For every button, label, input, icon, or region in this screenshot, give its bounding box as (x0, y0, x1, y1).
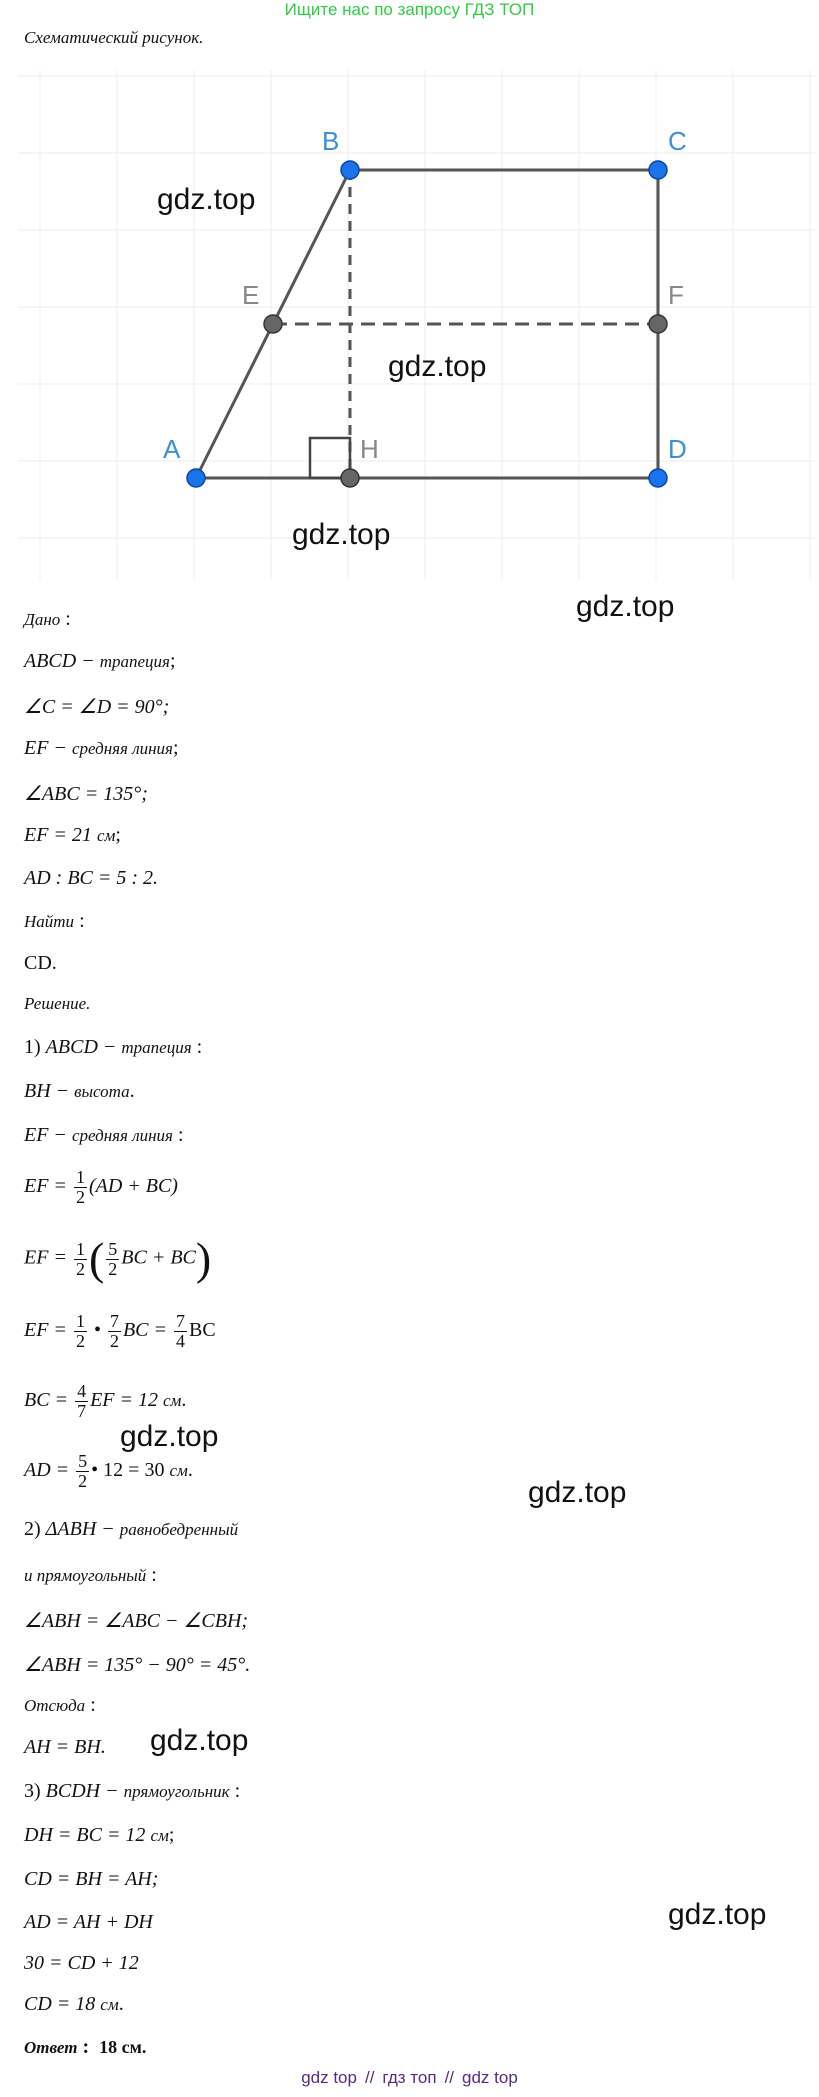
figure-caption: Схематический рисунок. (24, 28, 204, 47)
given-line-1: ABCD − трапеция; (24, 650, 176, 672)
solution-step-3: 3) BCDH − прямоугольник : (24, 1780, 241, 1802)
formula-3: EF = $\frac{1}{2}$ • $\frac{7}{2}$ BC = $\frac{7}{4}$ BC (24, 1311, 216, 1351)
footer-link[interactable]: gdz top (462, 2068, 518, 2087)
label-c: C (668, 126, 687, 156)
answer: Ответ : 18 см. (24, 2036, 147, 2058)
given-line-2: ∠C = ∠D = 90°; (24, 696, 170, 718)
solution-heading: Решение. (24, 994, 91, 1013)
point-c (649, 161, 667, 179)
watermark: gdz.top (157, 183, 256, 216)
given-line-4: ∠ABC = 135°; (24, 783, 148, 805)
formula-4: BC = $\frac{4}{7}$ EF = 12 см. (24, 1381, 187, 1421)
solution-dh: DH = BC = 12 см; (24, 1824, 175, 1846)
hence-heading: Отсюда : (24, 1694, 96, 1716)
label-h: H (360, 434, 379, 464)
watermark: gdz.top (120, 1420, 219, 1453)
formula-5: AD = $\frac{5}{2}$ • 12 = 30 см. (24, 1451, 193, 1491)
given-heading: Дано : (24, 608, 71, 630)
footer-links: gdz top // гдз топ // gdz top (301, 2068, 518, 2087)
point-e (264, 315, 282, 333)
point-f (649, 315, 667, 333)
find-value: CD. (24, 952, 57, 974)
solution-midline: EF − средняя линия : (24, 1124, 184, 1146)
given-line-5: EF = 21 см; (24, 824, 121, 846)
solution-step-1: 1) ABCD − трапеция : (24, 1036, 203, 1058)
solution-angle-1: ∠ABH = ∠ABC − ∠CBH; (24, 1610, 249, 1632)
point-h (341, 469, 359, 487)
label-d: D (668, 434, 687, 464)
formula-2: EF = $\frac{1}{2}$ ( $\frac{5}{2}$ BC + BC) (24, 1233, 212, 1284)
solution-step-2-cont: и прямоугольный : (24, 1564, 157, 1586)
point-b (341, 161, 359, 179)
label-a: A (163, 434, 181, 464)
trapezoid-figure (0, 60, 819, 590)
label-f: F (668, 280, 684, 310)
solution-angle-2: ∠ABH = 135° − 90° = 45°. (24, 1654, 251, 1676)
solution-cd-bh: CD = BH = AH; (24, 1868, 159, 1890)
watermark: gdz.top (528, 1476, 627, 1509)
given-line-3: EF − средняя линия; (24, 737, 179, 759)
solution-ah-bh: AH = BH. (24, 1736, 106, 1758)
label-e: E (242, 280, 260, 310)
watermark: gdz.top (150, 1724, 249, 1757)
footer-link[interactable]: gdz top (301, 2068, 357, 2087)
solution-height: BH − высота. (24, 1080, 135, 1102)
footer-link[interactable]: гдз топ (382, 2068, 437, 2087)
search-hint-link[interactable]: Ищите нас по запросу ГДЗ ТОП (284, 0, 535, 19)
watermark: gdz.top (576, 590, 675, 623)
solution-cd-result: CD = 18 см. (24, 1993, 124, 2015)
solution-ad-sum: AD = AH + DH (24, 1911, 153, 1933)
watermark: gdz.top (668, 1898, 767, 1931)
watermark: gdz.top (292, 518, 391, 551)
solution-equation: 30 = CD + 12 (24, 1952, 139, 1974)
point-a (187, 469, 205, 487)
point-d (649, 469, 667, 487)
given-line-6: AD : BC = 5 : 2. (24, 867, 159, 889)
find-heading: Найти : (24, 910, 85, 932)
watermark: gdz.top (388, 350, 487, 383)
formula-1: EF = $\frac{1}{2}$ (AD + BC) (24, 1167, 178, 1207)
label-b: B (322, 126, 340, 156)
solution-step-2: 2) ΔABH − равнобедренный (24, 1518, 239, 1540)
